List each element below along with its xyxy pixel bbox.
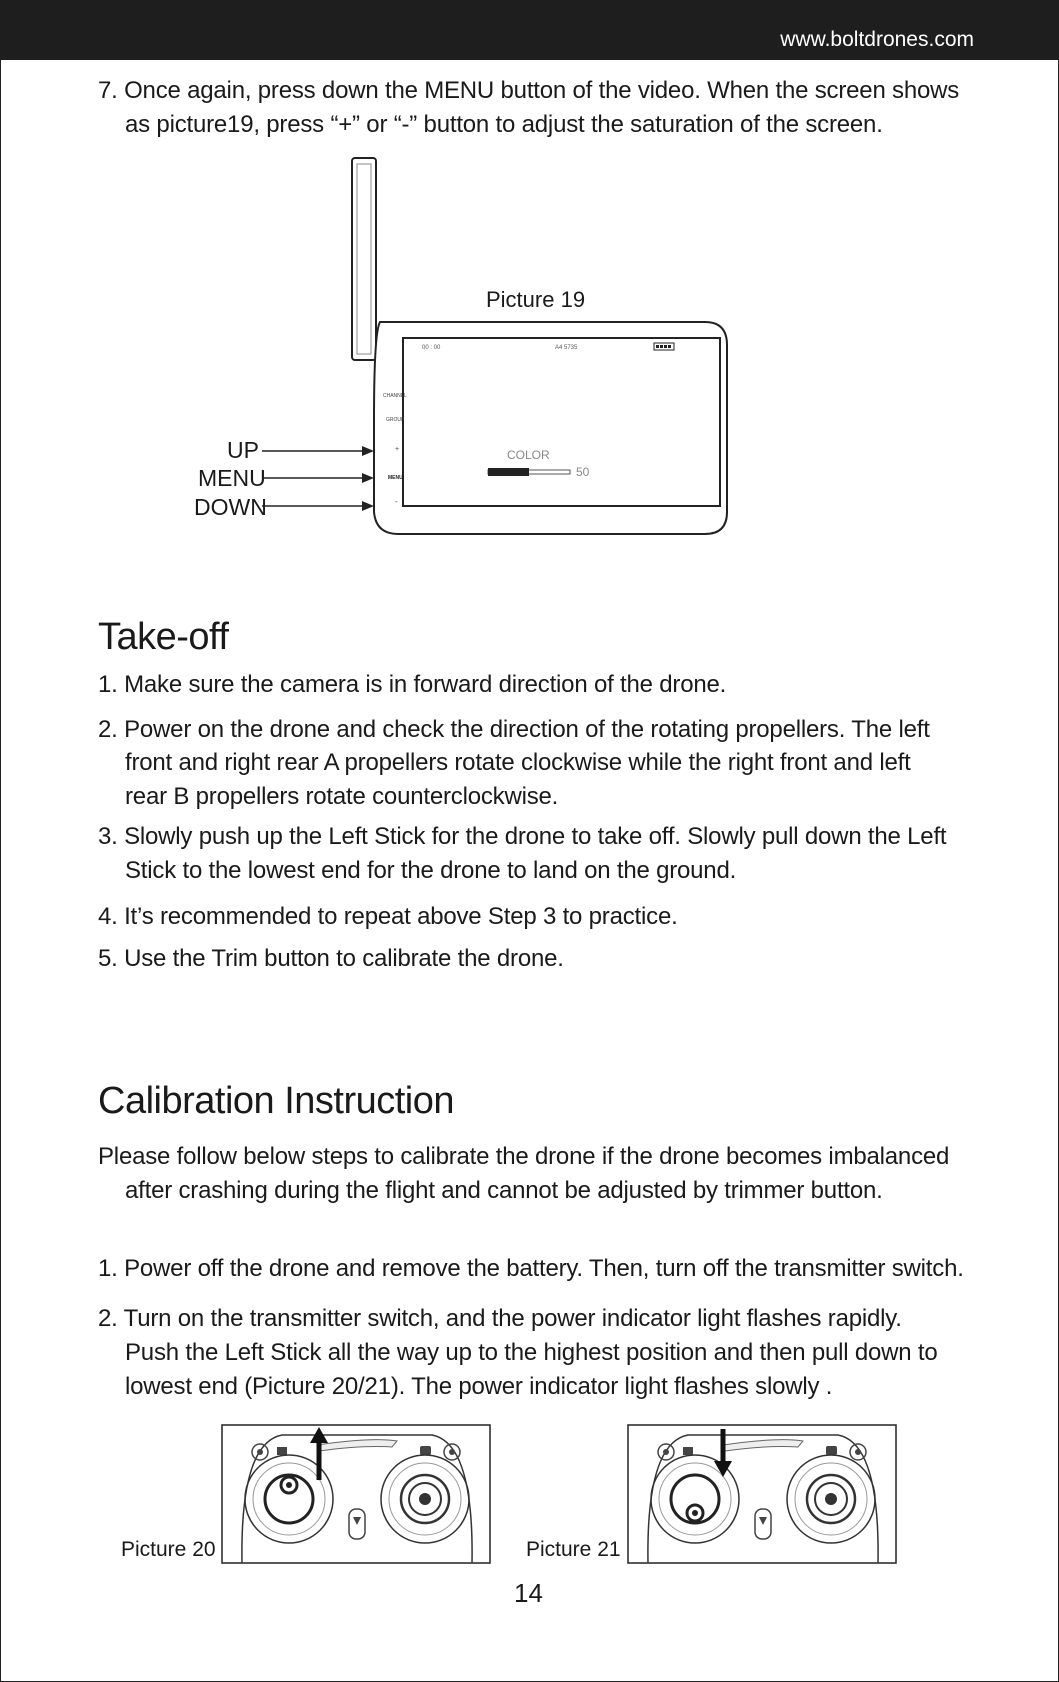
callout-up: UP (227, 437, 259, 463)
transmitter-picture-20 (222, 1425, 490, 1563)
transmitter-figures (0, 1400, 1059, 1600)
setting-value: 50 (576, 465, 590, 479)
website-url[interactable]: www.boltdrones.com (780, 28, 974, 51)
takeoff-step-4: 4. It’s recommended to repeat above Step 3 to practice. (98, 903, 678, 930)
side-label-minus: - (395, 497, 398, 506)
calibration-step-1: 1. Power off the drone and remove the battery. Then, turn off the transmitter switch. (98, 1255, 964, 1282)
callout-down: DOWN (194, 494, 267, 520)
calibration-step-2-line-3: lowest end (Picture 20/21). The power indicator light flashes slowly . (125, 1373, 833, 1400)
calibration-intro-line-1: Please follow below steps to calibrate the drone if the drone becomes imbalanced (98, 1143, 950, 1170)
side-label-plus: + (395, 446, 400, 453)
calibration-step-2-line-2: Push the Left Stick all the way up to the highest position and then pull down to (125, 1339, 938, 1366)
setting-level-fill (488, 468, 529, 476)
side-label-menu: MENU (388, 475, 403, 481)
takeoff-step-1: 1. Make sure the camera is in forward direction of the drone. (98, 671, 727, 698)
takeoff-step-2-line-3: rear B propellers rotate counterclockwise. (125, 783, 559, 810)
side-label-channel: CHANNEL (383, 393, 407, 399)
takeoff-step-3-line-2: Stick to the lowest end for the drone to land on the ground. (125, 857, 737, 884)
calibration-intro-line-2: after crashing during the flight and cannot be adjusted by trimmer button. (125, 1177, 883, 1204)
picture-19-caption: Picture 19 (486, 287, 586, 312)
osd-time: 00 : 00 (422, 345, 441, 351)
transmitter-picture-21 (628, 1425, 896, 1563)
callout-menu: MENU (198, 465, 266, 491)
takeoff-title: Take-off (98, 616, 229, 658)
monitor-screen (403, 338, 720, 506)
osd-channel-code: A4 5735 (555, 345, 578, 351)
takeoff-step-2-line-2: front and right rear A propellers rotate clockwise while the right front and left (125, 749, 911, 776)
takeoff-step-3-line-1: 3. Slowly push up the Left Stick for the drone to take off. Slowly pull down the Left (98, 823, 947, 850)
calibration-title: Calibration Instruction (98, 1080, 455, 1122)
side-label-group: GROUP (386, 417, 405, 423)
setting-label: COLOR (507, 448, 550, 462)
antenna (352, 158, 376, 360)
intro-step-line-2: as picture19, press “+” or “-” button to adjust the saturation of the screen. (125, 111, 883, 138)
takeoff-step-2-line-1: 2. Power on the drone and check the direction of the rotating propellers. The left (98, 716, 930, 743)
picture-20-caption: Picture 20 (121, 1538, 216, 1561)
picture-21-caption: Picture 21 (526, 1538, 621, 1561)
page-number: 14 (514, 1578, 543, 1608)
calibration-step-2-line-1: 2. Turn on the transmitter switch, and the power indicator light flashes rapidly. (98, 1305, 902, 1332)
intro-step-line-1: 7. Once again, press down the MENU button of the video. When the screen shows (98, 77, 960, 104)
takeoff-step-5: 5. Use the Trim button to calibrate the drone. (98, 945, 564, 972)
